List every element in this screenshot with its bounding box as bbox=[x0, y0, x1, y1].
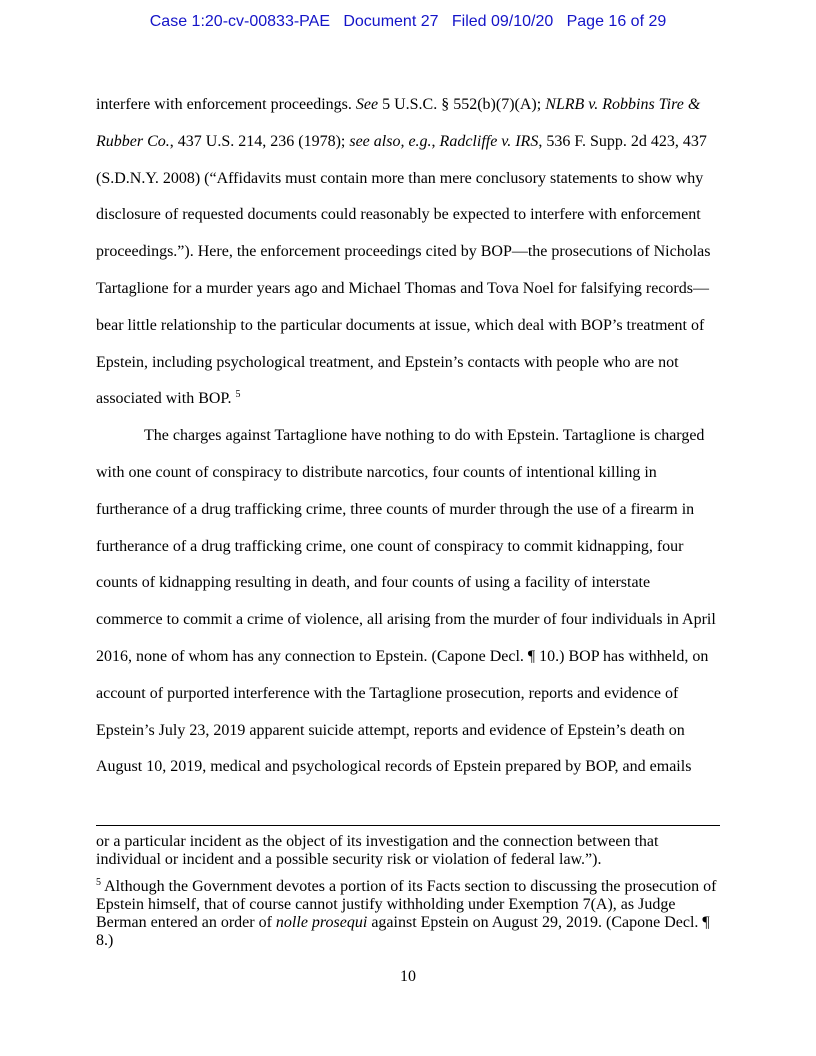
text-line: (S.D.N.Y. 2008) (“Affidavits must contain more than mere conclusory statements to show why bbox=[96, 169, 704, 187]
text-line: counts of kidnapping resulting in death, and four counts of using a facility of interstate bbox=[96, 574, 651, 592]
footnote-ref-5: 5 bbox=[235, 389, 241, 401]
text-line: interfere with enforcement proceedings. See 5 U.S.C. § 552(b)(7)(A); NLRB v. Robbins Tire & bbox=[96, 96, 701, 113]
footnote-line: Berman entered an order of nolle prosequi against Epstein on August 29, 2019. (Capone Decl. ¶ bbox=[96, 914, 710, 931]
text-line: furtherance of a drug trafficking crime, one count of conspiracy to commit kidnapping, four bbox=[96, 537, 684, 555]
text-line: with one count of conspiracy to distribute narcotics, four counts of intentional killing in bbox=[96, 463, 657, 481]
body-text bbox=[96, 90, 720, 789]
document-number: Document 27 bbox=[343, 13, 439, 30]
text-line: proceedings.”). Here, the enforcement proceedings cited by BOP—the prosecutions of Nicholas bbox=[96, 243, 711, 261]
footnote-number-5: 5 bbox=[96, 877, 101, 888]
footnote-line: 8.) bbox=[96, 932, 114, 949]
text-line: Rubber Co., 437 U.S. 214, 236 (1978); see also, e.g., Radcliffe v. IRS, 536 F. Supp. 2d 423, 437 bbox=[96, 132, 707, 150]
footnotes bbox=[96, 833, 720, 950]
text-line: disclosure of requested documents could reasonably be expected to interfere with enforcement bbox=[96, 206, 701, 224]
text-line: Tartaglione for a murder years ago and Michael Thomas and Tova Noel for falsifying records— bbox=[96, 279, 709, 297]
text-line: Epstein, including psychological treatment, and Epstein’s contacts with people who are not bbox=[96, 353, 679, 371]
page-info: Page 16 of 29 bbox=[566, 13, 667, 30]
text-line: associated with BOP. $^5$ bbox=[96, 389, 241, 408]
footnote-5-line: $^5$ Although the Government devotes a portion of its Facts section to discussing the prosecution of bbox=[96, 877, 717, 895]
text-line: bear little relationship to the particular documents at issue, which deal with BOP’s treatment of bbox=[96, 316, 705, 334]
text-line: furtherance of a drug trafficking crime, three counts of murder through the use of a firearm in bbox=[96, 500, 695, 518]
text-line: account of purported interference with the Tartaglione prosecution, reports and evidence of bbox=[96, 684, 679, 702]
footnote-divider bbox=[96, 825, 720, 826]
page-number: 10 bbox=[400, 968, 416, 985]
filed-date: Filed 09/10/20 bbox=[451, 13, 554, 30]
text-line: 2016, none of whom has any connection to Epstein. (Capone Decl. ¶ 10.) BOP has withheld, on bbox=[96, 647, 709, 665]
text-line: The charges against Tartaglione have nothing to do with Epstein. Tartaglione is charged bbox=[144, 427, 705, 445]
text-line: Epstein’s July 23, 2019 apparent suicide attempt, reports and evidence of Epstein’s death on bbox=[96, 721, 685, 739]
footnote-line: Epstein himself, that of course cannot justify withholding under Exemption 7(A), as Judge bbox=[96, 896, 676, 913]
footnote-line: individual or incident and a possible security risk or violation of federal law.”). bbox=[96, 851, 602, 868]
footnote-line: or a particular incident as the object of its investigation and the connection between that bbox=[96, 833, 659, 850]
case-number: Case 1:20-cv-00833-PAE bbox=[149, 13, 330, 30]
case-header bbox=[0, 13, 816, 31]
text-line: commerce to commit a crime of violence, all arising from the murder of four individuals in April bbox=[96, 611, 716, 629]
text-line: August 10, 2019, medical and psychological records of Epstein prepared by BOP, and emails bbox=[96, 758, 692, 776]
